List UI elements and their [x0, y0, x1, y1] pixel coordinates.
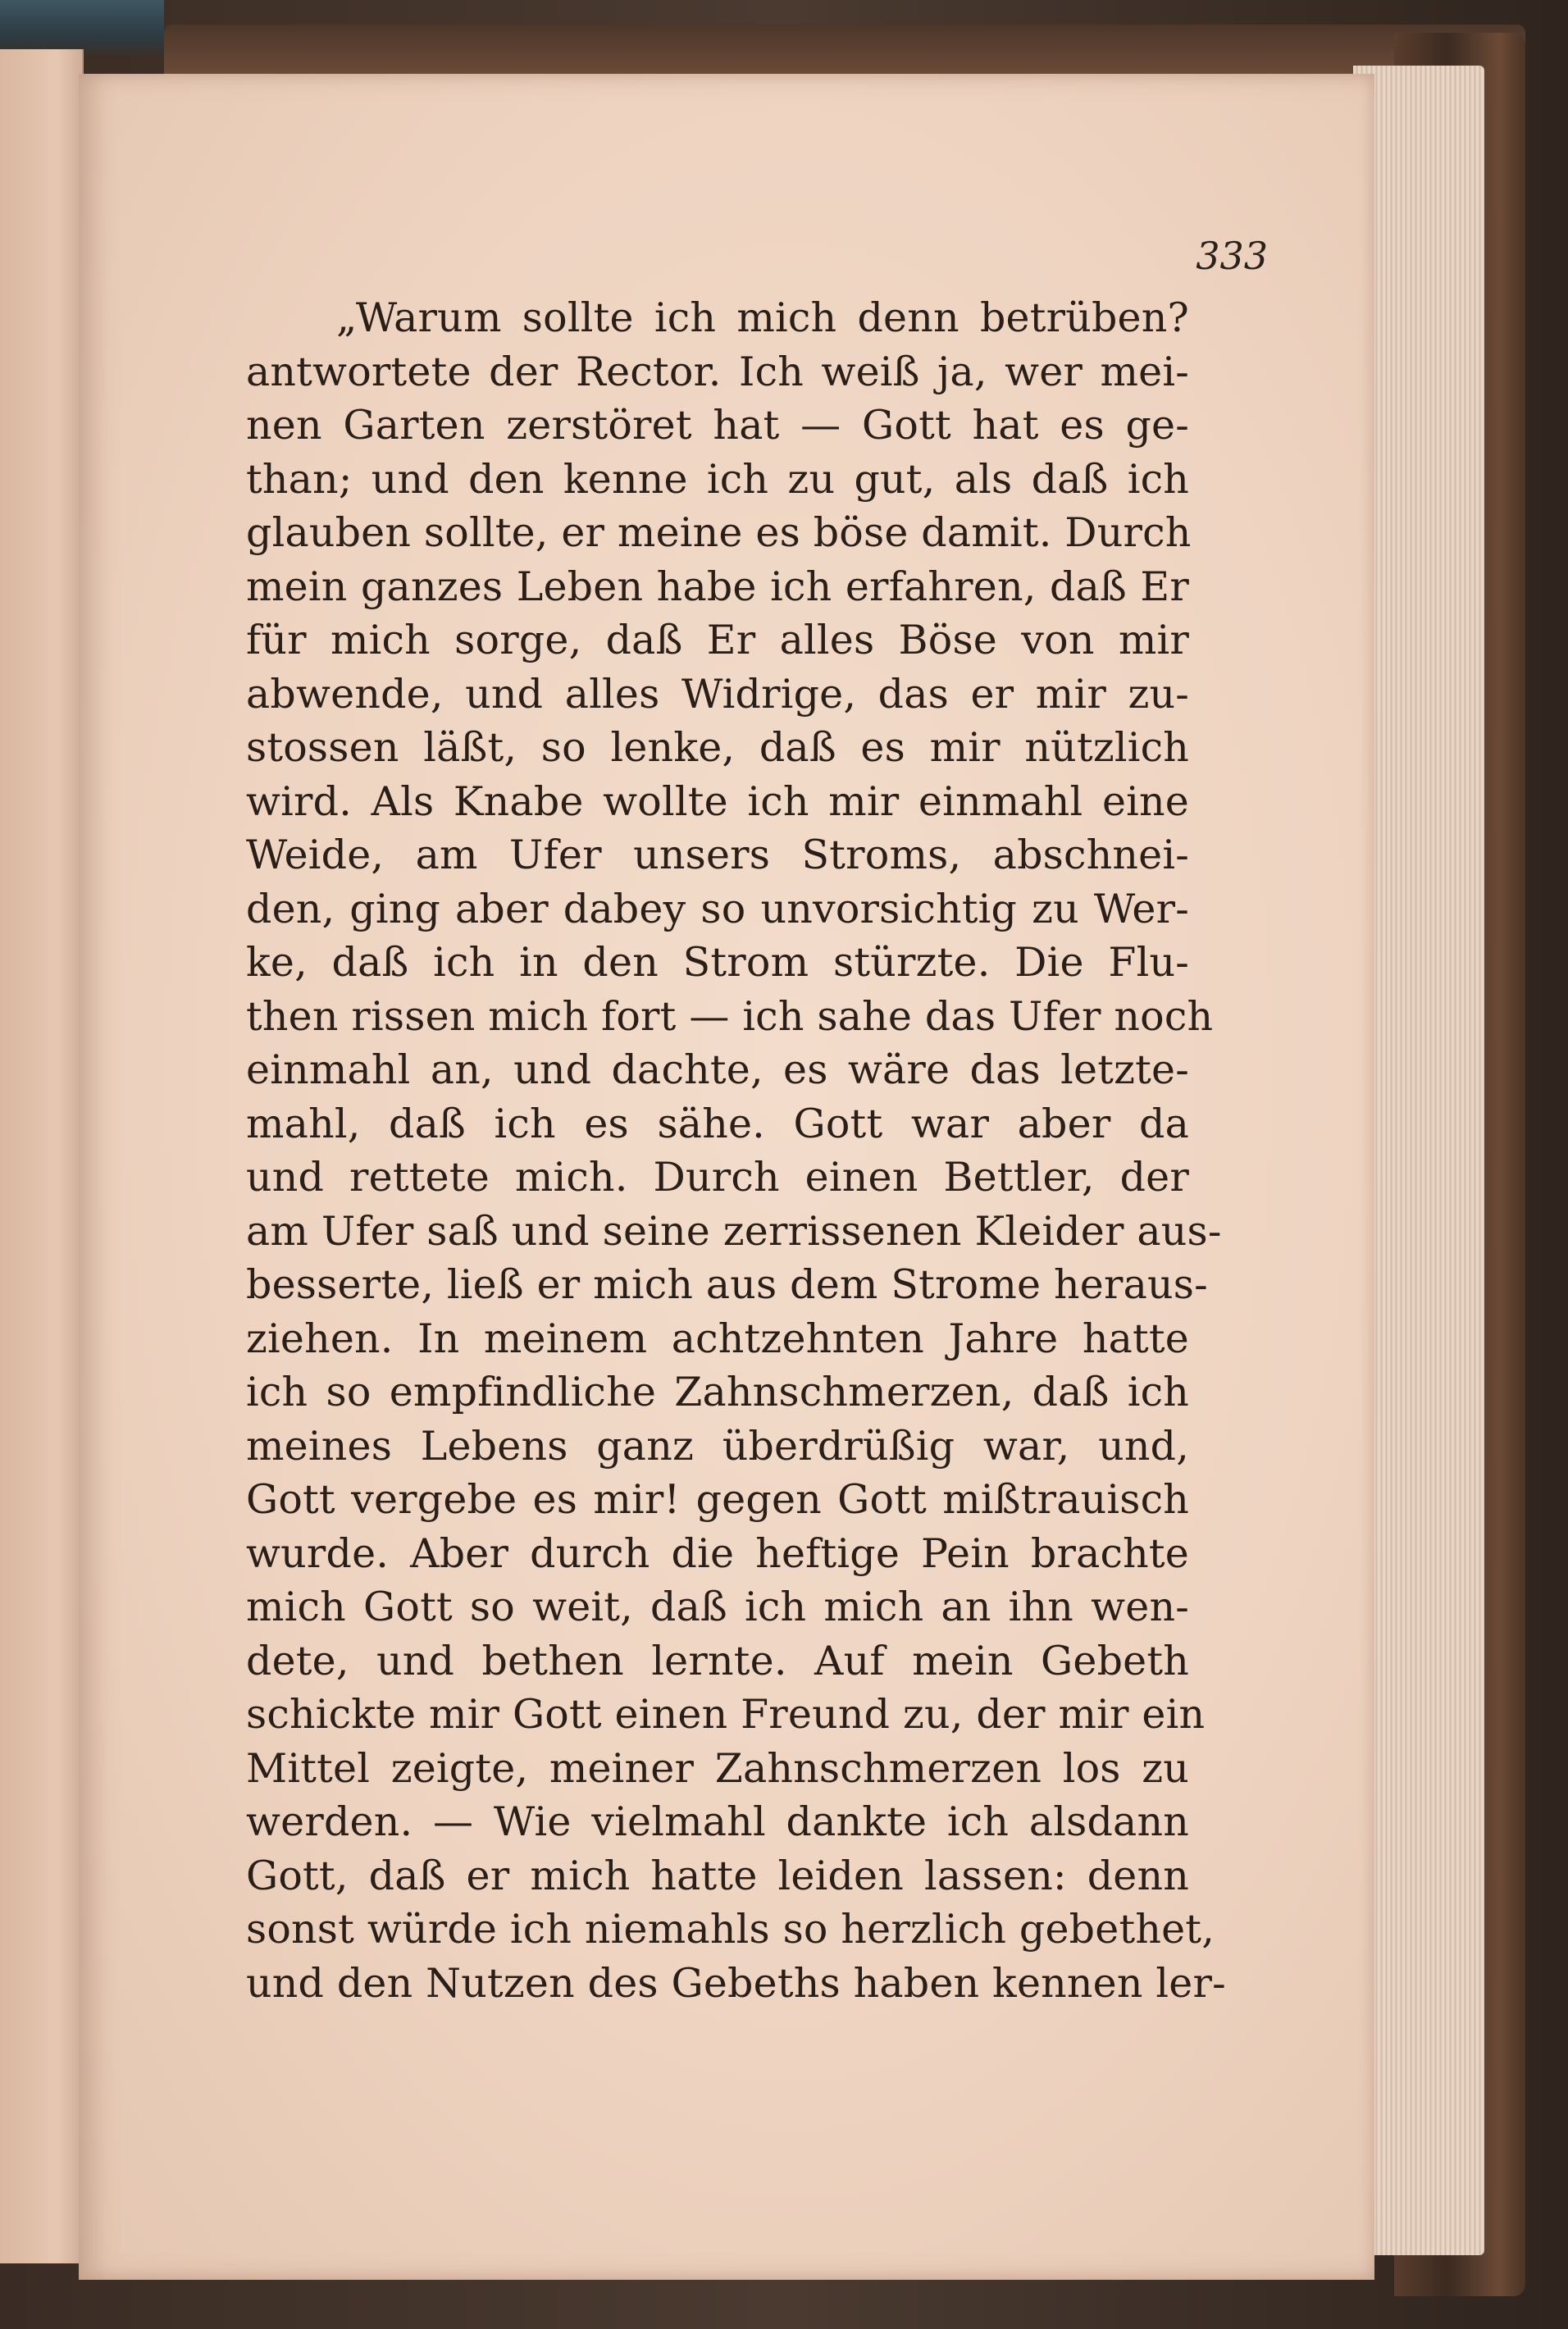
- text-line: Mittel zeigte, meiner Zahnschmerzen los zu: [246, 1744, 1189, 1792]
- text-line: ziehen. In meinem achtzehnten Jahre hatte: [246, 1315, 1189, 1362]
- text-line: besserte, ließ er mich aus dem Strome heraus-: [246, 1261, 1208, 1308]
- text-line: antwortete der Rector. Ich weiß ja, wer mei-: [246, 348, 1189, 395]
- page-number: 333: [1196, 234, 1268, 278]
- text-line: und rettete mich. Durch einen Bettler, der: [246, 1154, 1189, 1201]
- book-cover-top: [164, 25, 1525, 74]
- text-line: mich Gott so weit, daß ich mich an ihn wen-: [246, 1584, 1189, 1630]
- text-line: Gott, daß er mich hatte leiden lassen: denn: [246, 1852, 1189, 1899]
- text-line: werden. — Wie vielmahl dankte ich alsdann: [246, 1798, 1189, 1845]
- text-line: einmahl an, und dachte, es wäre das letzte-: [246, 1046, 1189, 1093]
- text-line: für mich sorge, daß Er alles Böse von mir: [246, 617, 1189, 663]
- text-line: am Ufer saß und seine zerrissenen Kleider aus-: [246, 1207, 1222, 1255]
- text-line: abwende, und alles Widrige, das er mir zu-: [246, 670, 1189, 718]
- text-line: wurde. Aber durch die heftige Pein brachte: [246, 1529, 1189, 1577]
- text-line: „Warum sollte ich mich denn betrüben?: [336, 294, 1189, 341]
- text-line: ich so empfindliche Zahnschmerzen, daß ich: [246, 1369, 1189, 1415]
- text-line: mein ganzes Leben habe ich erfahren, daß Er: [246, 563, 1189, 610]
- text-line: stossen läßt, so lenke, daß es mir nützlich: [246, 724, 1189, 771]
- text-line: Weide, am Ufer unsers Stroms, abschnei-: [246, 832, 1189, 878]
- text-line: Gott vergebe es mir! gegen Gott mißtrauisch: [246, 1476, 1189, 1523]
- text-line: than; und den kenne ich zu gut, als daß ich: [246, 455, 1189, 503]
- text-line: ke, daß ich in den Strom stürzte. Die Flu-: [246, 939, 1189, 986]
- text-line: nen Garten zerstöret hat — Gott hat es ge-: [246, 402, 1189, 449]
- text-line: mahl, daß ich es sähe. Gott war aber da: [246, 1100, 1189, 1147]
- text-line: sonst würde ich niemahls so herzlich gebethet,: [246, 1906, 1215, 1953]
- text-line: glauben sollte, er meine es böse damit. Durch: [246, 509, 1192, 556]
- text-line: wird. Als Knabe wollte ich mir einmahl eine: [246, 777, 1189, 825]
- text-line: schickte mir Gott einen Freund zu, der mir ein: [246, 1691, 1206, 1738]
- left-facing-page: [0, 49, 84, 2263]
- text-line: den, ging aber dabey so unvorsichtig zu Wer-: [246, 885, 1189, 932]
- body-text: [246, 291, 1226, 2010]
- text-line: dete, und bethen lernte. Auf mein Gebeth: [246, 1637, 1189, 1684]
- text-line: meines Lebens ganz überdrüßig war, und,: [246, 1422, 1189, 1470]
- text-line: then rissen mich fort — ich sahe das Ufer noch: [246, 992, 1214, 1040]
- text-line: und den Nutzen des Gebeths haben kennen ler-: [246, 1959, 1226, 2007]
